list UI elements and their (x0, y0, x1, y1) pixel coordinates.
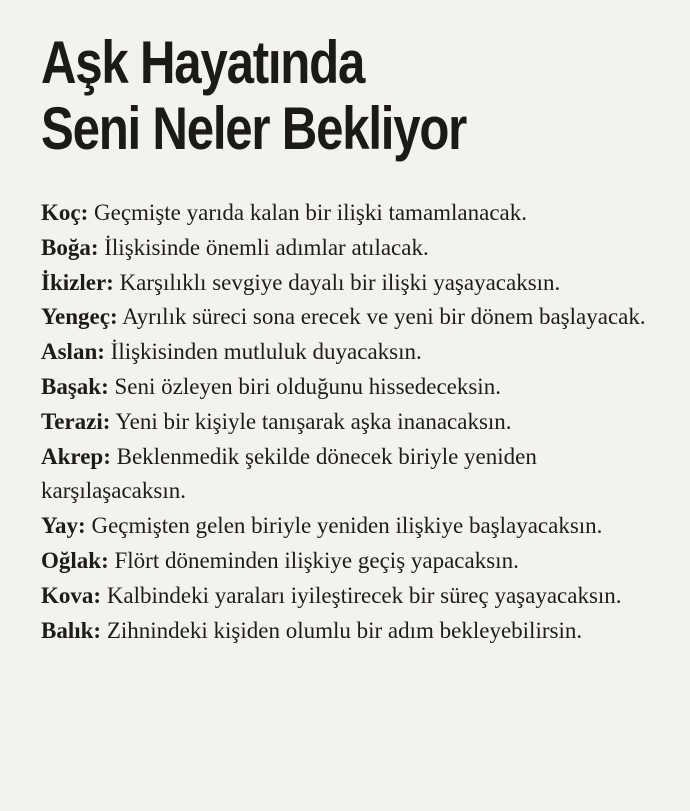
prediction-text: Ayrılık süreci sona erecek ve yeni bir dönem başlayacak. (122, 304, 646, 330)
sign-label: Koç: (41, 200, 89, 225)
horoscope-list (41, 196, 673, 648)
sign-label: Aslan: (41, 339, 105, 365)
horoscope-entry-yay (41, 509, 673, 544)
sign-label: İkizler: (41, 269, 114, 295)
sign-label: Başak: (41, 373, 109, 399)
prediction-text: Beklenmedik şekilde dönecek biriyle yeniden karşılaşacaksın. (41, 443, 537, 504)
sign-label: Yengeç: (41, 304, 118, 330)
article-title (41, 30, 557, 162)
prediction-text: Karşılıklı sevgiye dayalı bir ilişki yaşayacaksın. (119, 269, 561, 295)
sign-label: Kova: (41, 582, 102, 608)
sign-label: Oğlak: (41, 547, 109, 573)
prediction-text: Geçmişte yarıda kalan bir ilişki tamamlanacak. (94, 200, 528, 225)
prediction-text: Geçmişten gelen biriyle yeniden ilişkiye başlayacaksın. (91, 513, 603, 539)
horoscope-entry-terazi (41, 405, 673, 440)
prediction-text: Zihnindeki kişiden olumlu bir adım bekleyebilirsin. (106, 617, 583, 643)
horoscope-entry-koc (41, 196, 673, 231)
horoscope-entry-basak (41, 370, 673, 405)
sign-label: Yay: (41, 513, 86, 539)
horoscope-entry-oglak (41, 544, 673, 579)
prediction-text: İlişkisinden mutluluk duyacaksın. (110, 339, 422, 365)
prediction-text: Seni özleyen biri olduğunu hissedeceksin. (114, 373, 501, 399)
sign-label: Boğa: (41, 234, 99, 260)
horoscope-entry-aslan (41, 335, 673, 370)
sign-label: Akrep: (41, 443, 111, 469)
sign-label: Balık: (41, 617, 102, 643)
horoscope-entry-yengec (41, 300, 673, 335)
horoscope-entry-boga (41, 231, 673, 266)
horoscope-entry-kova (41, 579, 673, 614)
prediction-text: Yeni bir kişiyle tanışarak aşka inanacaksın. (115, 408, 512, 434)
horoscope-entry-ikizler (41, 266, 673, 301)
prediction-text: İlişkisinde önemli adımlar atılacak. (104, 234, 429, 260)
title-line-1: Aşk Hayatında (41, 29, 365, 96)
prediction-text: Flört döneminden ilişkiye geçiş yapacaksın. (114, 547, 519, 573)
horoscope-entry-akrep (41, 440, 673, 510)
title-line-2: Seni Neler Bekliyor (41, 95, 467, 162)
sign-label: Terazi: (41, 408, 111, 434)
prediction-text: Kalbindeki yaraları iyileştirecek bir süreç yaşayacaksın. (106, 582, 622, 608)
horoscope-entry-balik (41, 614, 673, 649)
